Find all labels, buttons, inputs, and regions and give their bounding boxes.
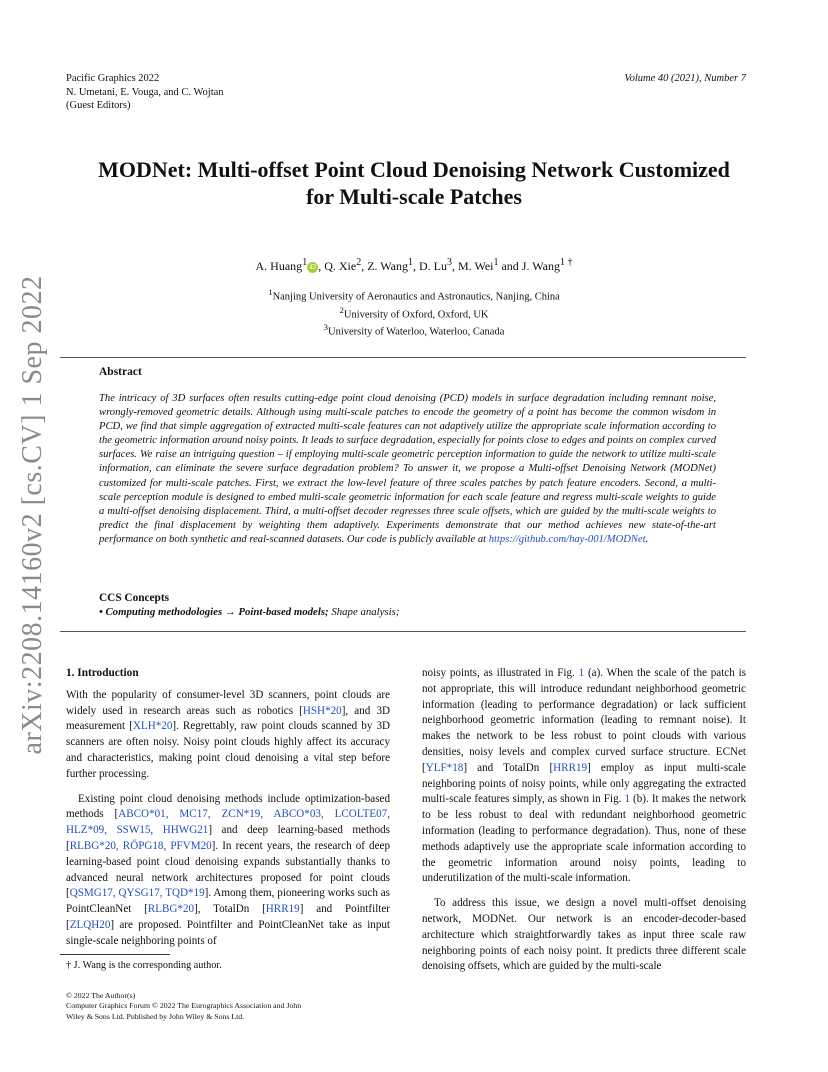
citation-link[interactable]: RLBG*20, RÖPG18, PFVM20 — [69, 839, 212, 852]
ccs-bold: Point-based models; — [238, 606, 329, 618]
affiliation — [0, 321, 828, 339]
author-sup: 1 † — [559, 257, 573, 268]
citation-link[interactable]: ZLQH20 — [69, 918, 111, 931]
citation-link[interactable]: RLBG*20 — [147, 903, 195, 916]
right-paragraph-1 — [422, 666, 746, 887]
footnote-text: J. Wang is the corresponding author. — [71, 960, 222, 971]
text-run: (a). When the scale of the patch is not appropriate, this will introduce redundant neighborhood geometric information (leading to performance degradation) or lack sufficient neighborhood geometric information (leading to remnant noise). It makes the network to be less robust to point clouds with various densities, noisy levels and complex curved surface structure. ECNet [ — [422, 667, 746, 774]
text-run: With the popularity of consumer-level 3D scanners, point clouds are widely used in research areas such as robotics [ — [66, 688, 390, 717]
copyright-line: Computer Graphics Forum © 2022 The Eurographics Association and John — [66, 1001, 302, 1011]
arxiv-stamp — [3, 265, 63, 765]
author-sup: 1 — [493, 257, 499, 268]
author-name: A. Huang — [255, 259, 303, 273]
text-run: ], and 3D measurement [ — [66, 704, 391, 733]
code-link[interactable]: https://github.com/hay-001/MODNet — [488, 533, 646, 545]
citation-link[interactable]: HRR19 — [553, 761, 588, 774]
text-run: Existing point cloud denoising methods include optimization-based methods [ — [66, 792, 390, 821]
guest-editors-role: (Guest Editors) — [66, 100, 131, 111]
title-line-1: MODNet: Multi-offset Point Cloud Denoising Network Customized — [98, 157, 730, 182]
author-name: and J. Wang — [498, 259, 560, 273]
footnote-mark: † — [66, 960, 72, 971]
citation-link[interactable]: HSH*20 — [302, 704, 342, 717]
copyright-block — [66, 991, 301, 1022]
arxiv-stamp-text: arXiv:2208.14160v2 [cs.CV] 1 Sep 2022 — [17, 275, 48, 755]
figure-link[interactable]: 1 — [624, 793, 630, 806]
guest-editors: N. Umetani, E. Vouga, and C. Wojtan — [66, 86, 224, 98]
intro-paragraph-2 — [66, 792, 390, 950]
author-name: , Z. Wang — [361, 259, 408, 273]
text-run: ] are proposed. Pointfilter and PointCleanNet take as input single-scale neighboring points of — [66, 918, 390, 947]
author-sup: 1 — [302, 257, 308, 268]
text-run: ]. Among them, pioneering works such as PointCleanNet [ — [66, 887, 390, 916]
ccs-rest: Shape analysis; — [328, 606, 400, 618]
affiliation-sup: 2 — [339, 304, 344, 315]
author-list — [0, 257, 828, 274]
intro-paragraph-1 — [66, 688, 390, 783]
affiliations — [0, 286, 828, 339]
journal-header — [66, 72, 224, 113]
citation-link[interactable]: XLH*20 — [132, 720, 173, 733]
footnote — [66, 960, 222, 971]
intro-heading: 1. Introduction — [66, 667, 139, 679]
right-paragraph-2: To address this issue, we design a novel multi-offset denoising network, MODNet. Our network is an encoder-decoder-based architecture which straightforwardly takes as input three scale raw neighboring points of each noisy point. It predicts three different scale denoising offsets, which are guided by the multi-scale — [422, 897, 746, 973]
text-run: ] and TotalDn [ — [463, 761, 554, 774]
footnote-divider — [60, 954, 170, 955]
title-line-2: for Multi-scale Patches — [306, 184, 522, 209]
abstract-end: . — [645, 533, 649, 545]
author-sup: 1 — [408, 257, 413, 268]
abstract-text: The intricacy of 3D surfaces often results cutting-edge point cloud denoising (PCD) models in surface degradation including remnant noise, wrongly-removed geometric details. Although using multi-scale patches to encode the geometry of a point has become the common wisdom in PCD, we find that simple aggregation of extracted multi-scale features can not adaptively utilize the appropriate scale information according to the geometric information around noisy points. It leads to surface degradation, especially for points close to edges and points on complex curved surfaces. We raise an intriguing question – if employing multi-scale geometric perception information to guide the network to utilize multi-scale information, can eliminate the severe surface degradation problem? To answer it, we propose a Multi-offset Denoising Network (MODNet) customized for multi-scale patches. First, we extract the low-level feature of three scales patches by patch feature encoders. Second, a multi-scale perception module is designed to embed multi-scale geometric information for each scale feature and regress multi-scale weights to guide a multi-offset denoising displacement. Third, a multi-offset decoder regresses three scale offsets, which are guided by the multi-scale weights to predict the final displacement by weighting them adaptively. Experiments demonstrate that our method achieves new state-of-the-art performance on both synthetic and real-scanned datasets. Our code is publicly available at — [99, 393, 716, 545]
text-run: ], TotalDn [ — [194, 903, 266, 916]
orcid-icon[interactable]: iD — [307, 262, 318, 273]
affiliation-text: Nanjing University of Aeronautics and Astronautics, Nanjing, China — [272, 291, 560, 303]
conference-name: Pacific Graphics 2022 — [66, 73, 160, 84]
bottom-divider — [60, 631, 746, 632]
volume-info: Volume 40 (2021), Number 7 — [624, 73, 746, 84]
text-run: ] and Pointfilter [ — [66, 903, 390, 931]
paper-title — [60, 156, 768, 210]
citation-link[interactable]: HRR19 — [265, 903, 300, 916]
affiliation — [0, 286, 828, 304]
affiliation-text: University of Waterloo, Waterloo, Canada — [328, 326, 505, 338]
affiliation-sup: 3 — [323, 322, 328, 332]
abstract-body — [99, 392, 716, 547]
abstract-heading: Abstract — [99, 366, 142, 378]
text-run: ]. In recent years, the research of deep learning-based point cloud denoising expands substantially thanks to advanced neural network architectures proposed for point clouds [ — [66, 839, 390, 900]
right-column — [422, 666, 746, 975]
copyright-line: © 2022 The Author(s) — [66, 991, 136, 1000]
citation-link[interactable]: QSMG17, QYSG17, TQD*19 — [69, 887, 205, 900]
affiliation-sup: 1 — [268, 287, 273, 297]
affiliation-text: University of Oxford, Oxford, UK — [343, 309, 489, 320]
copyright-line: Wiley & Sons Ltd. Published by John Wiley & Sons Ltd. — [66, 1011, 245, 1021]
author-sup: 2 — [356, 257, 362, 268]
author-name: , Q. Xie — [318, 259, 357, 273]
text-run: ] and deep learning-based methods [ — [66, 824, 390, 852]
text-run: (b). It makes the network to be less robust to deal with redundant neighborhood geometric information (leading to performance degradation). Thus, none of these methods adaptively use the appropriate scale information according to the geometric information around noisy points, leading to underutilization of the multi-scale information. — [422, 793, 746, 885]
author-name: , M. Wei — [452, 259, 494, 273]
author-sup: 3 — [447, 257, 452, 268]
text-run: ] employ as input multi-scale neighboring points of noisy points, while only aggregating the extracted multi-scale features simply, as shown in Fig. — [422, 761, 746, 806]
text-run: noisy points, as illustrated in Fig. — [422, 667, 579, 679]
citation-link[interactable]: YLF*18 — [425, 761, 464, 774]
left-column — [66, 666, 390, 950]
ccs-concepts — [99, 606, 399, 618]
ccs-heading: CCS Concepts — [99, 592, 169, 604]
author-name: , D. Lu — [413, 259, 447, 273]
text-run: ]. Regrettably, raw point clouds scanned by 3D scanners are often noisy. Noisy point clouds highly affect its accuracy and characteristics, making point cloud denoising a vital step before further processing. — [66, 720, 391, 780]
affiliation — [0, 304, 828, 322]
ccs-bullet: • Computing methodologies — [99, 606, 223, 618]
top-divider — [60, 357, 746, 358]
arrow-icon: → — [222, 606, 239, 618]
citation-link[interactable]: ABCO*01, MC17, ZCN*19, ABCO*03, LCOLTE07, HLZ*09, SSW15, HHWG21 — [66, 808, 391, 837]
figure-link[interactable]: 1 — [578, 667, 585, 679]
